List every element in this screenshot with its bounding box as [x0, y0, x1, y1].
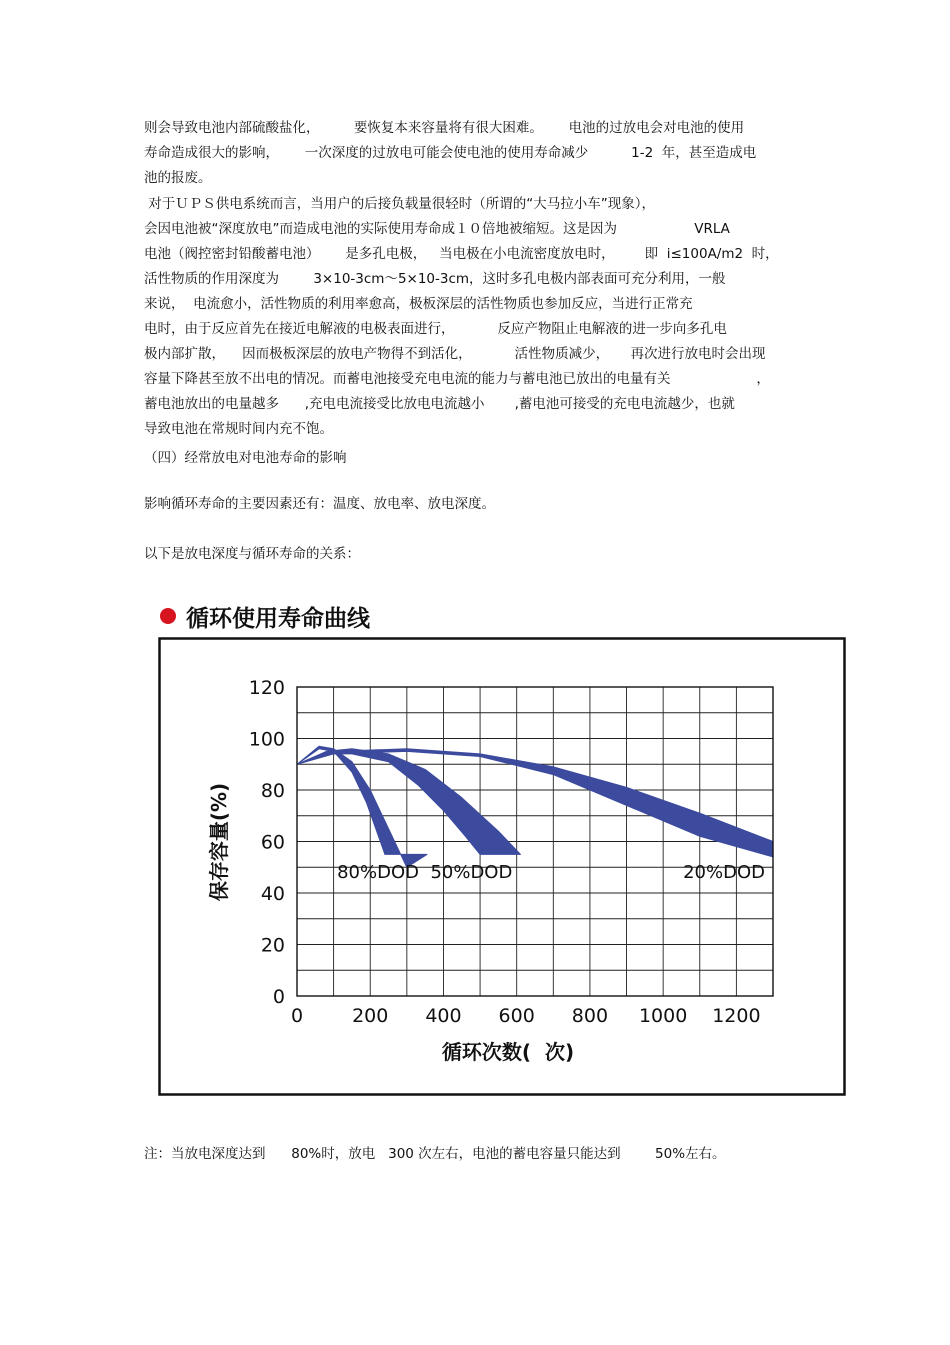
- note-text: 注：当放电深度达到 80%时，放电 300 次左右，电池的蓄电容量只能达到 50%左右。: [144, 1146, 726, 1162]
- text-line: 电池（阀控密封铅酸蓄电池） 是多孔电极， 当电极在小电流密度放电时， 即 i≤100A/m2 时，: [144, 246, 779, 262]
- intro-text: 以下是放电深度与循环寿命的关系：: [144, 546, 360, 562]
- text-line: 导致电池在常规时间内充不饱。: [144, 421, 333, 437]
- x-tick-label: 400: [425, 1005, 462, 1027]
- red-bullet-icon: [160, 608, 176, 624]
- factors-text: 影响循环寿命的主要因素还有：温度、放电率、放电深度。: [144, 496, 495, 512]
- text-line: 蓄电池放出的电量越多 ,充电电流接受比放电电流越小 ,蓄电池可接受的充电电流越少，也就: [144, 396, 735, 412]
- text-line: 来说， 电流愈小，活性物质的利用率愈高，极板深层的活性物质也参加反应，当进行正常充: [144, 296, 693, 312]
- cycle-life-chart: [158, 637, 846, 1097]
- x-tick-label: 800: [571, 1005, 609, 1027]
- series-label-20pct-dod: 20%DOD: [683, 862, 765, 884]
- y-tick-label: 0: [272, 986, 285, 1008]
- text-line: 会因电池被“深度放电”而造成电池的实际使用寿命成１０倍地被缩短。这是因为 VRLA: [144, 221, 730, 237]
- x-tick-label: 1200: [712, 1005, 761, 1027]
- text-line: 容量下降甚至放不出电的情况。而蓄电池接受充电电流的能力与蓄电池已放出的电量有关 ，: [144, 371, 770, 387]
- x-tick-label: 1000: [638, 1005, 688, 1027]
- text-line: 池的报废。: [144, 170, 212, 186]
- y-tick-label: 100: [248, 728, 285, 751]
- y-tick-label: 40: [260, 883, 285, 905]
- x-tick-label: 200: [352, 1005, 389, 1027]
- x-tick-label: 600: [498, 1005, 535, 1027]
- paragraph-2: [144, 192, 824, 442]
- series-label-50pct-dod: 50%DOD: [430, 862, 513, 884]
- y-tick-label: 120: [248, 677, 285, 699]
- x-axis-label: 循环次数( 次): [441, 1040, 575, 1064]
- y-tick-label: 80: [260, 780, 285, 802]
- series-label-80pct-dod: 80%DOD: [337, 862, 419, 884]
- text-line: 对于ＵＰＳ供电系统而言，当用户的后接负载量很轻时（所谓的“大马拉小车”现象），: [144, 196, 656, 212]
- text-line: 电时，由于反应首先在接近电解液的电极表面进行， 反应产物阻止电解液的进一步向多孔电: [144, 321, 727, 337]
- text-line: 则会导致电池内部硫酸盐化， 要恢复本来容量将有很大困难。 电池的过放电会对电池的使用: [144, 120, 745, 136]
- y-tick-label: 20: [260, 934, 285, 957]
- section-heading: （四）经常放电对电池寿命的影响: [144, 450, 347, 466]
- text-line: 活性物质的作用深度为 3×10-3cm～5×10-3cm，这时多孔电极内部表面可充分利用，一般: [144, 271, 726, 287]
- chart-title: 循环使用寿命曲线: [186, 606, 370, 632]
- text-line: 寿命造成很大的影响， 一次深度的过放电可能会使电池的使用寿命减少 1-2 年，甚至造成电: [144, 145, 757, 161]
- text-line: 极内部扩散， 因而极板深层的放电产物得不到活化， 活性物质减少， 再次进行放电时会出现: [144, 346, 766, 362]
- paragraph-1: [144, 116, 824, 191]
- x-tick-label: 0: [290, 1005, 304, 1027]
- y-axis-label: 保存容量(%): [207, 782, 231, 902]
- y-tick-label: 60: [260, 831, 285, 854]
